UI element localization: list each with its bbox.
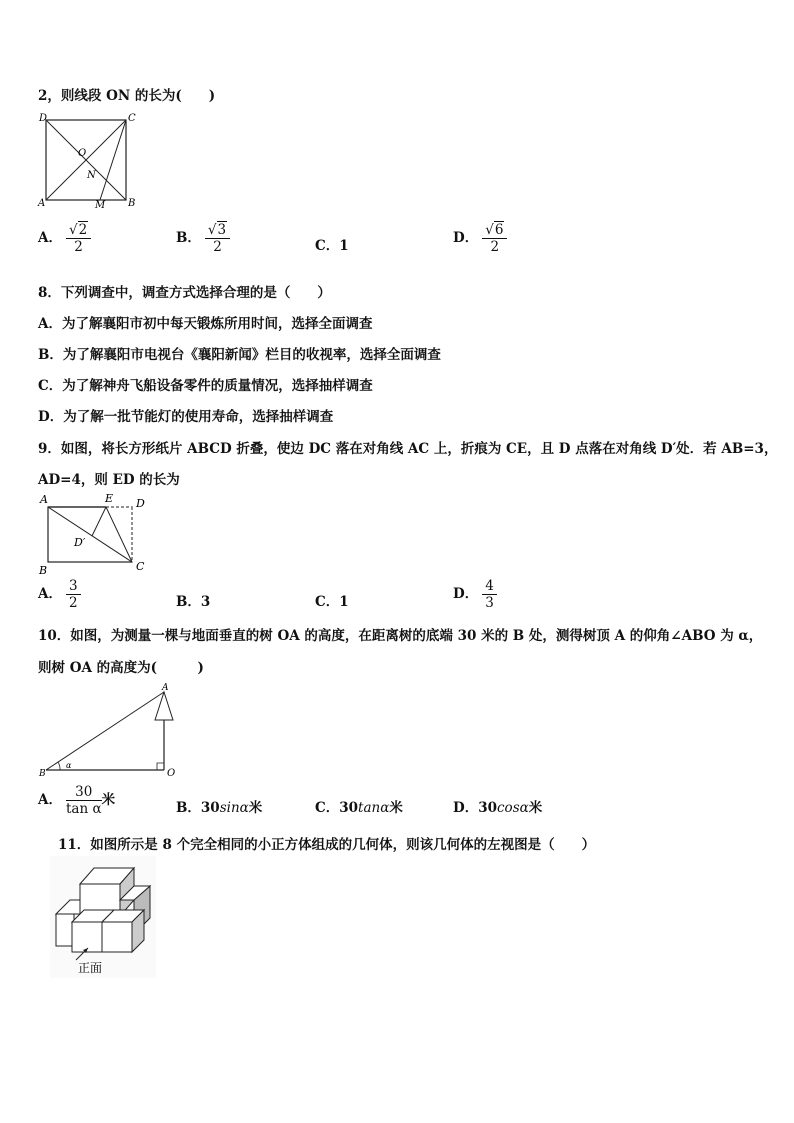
q7-label-B: B: [128, 198, 136, 209]
q9-option-b[interactable]: B．3: [176, 594, 211, 610]
q11-stem: 11．如图所示是 8 个完全相同的小正方体组成的几何体，则该几何体的左视图是（ ）: [58, 837, 596, 853]
q7-label-D: D: [39, 113, 48, 124]
q10-label-alpha: α: [66, 761, 72, 770]
q10-stem-line2: 则树 OA 的高度为( ): [38, 660, 204, 676]
q7-label-M: M: [95, 200, 106, 210]
q8-option-c[interactable]: C．为了解神舟飞船设备零件的质量情况，选择抽样调查: [38, 378, 373, 394]
q10-label-A: A: [162, 683, 169, 693]
q9-label-E: E: [105, 492, 114, 505]
q9-stem-line2: AD=4，则 ED 的长为: [38, 472, 180, 488]
q7-label-A: A: [38, 198, 46, 209]
q7-label-N: N: [87, 170, 96, 181]
q10-tree-figure: [36, 682, 186, 782]
q10-label-O: O: [167, 768, 176, 779]
q11-front-label: 正面: [78, 961, 103, 975]
q7-option-b[interactable]: B． $\frac{√3}{2}$: [176, 222, 230, 255]
q10-label-B: B: [39, 769, 46, 779]
q8-stem: 8．下列调查中，调查方式选择合理的是（ ）: [38, 285, 331, 301]
q9-label-Dprime: D′: [74, 536, 86, 549]
q8-option-d[interactable]: D．为了解一批节能灯的使用寿命，选择抽样调查: [38, 409, 334, 425]
q9-label-D: D: [136, 497, 145, 510]
q11-cubes-figure: [50, 856, 156, 978]
q7-option-d[interactable]: D． $\frac{√6}{2}$: [453, 222, 507, 255]
q9-option-d[interactable]: D． $\frac{4}{3}$: [453, 578, 497, 611]
q10-option-c[interactable]: C．30tanα米: [315, 800, 403, 816]
q10-option-d[interactable]: D．30cosα米: [453, 800, 543, 816]
q7-label-O: O: [78, 148, 87, 159]
q7-stem: 2，则线段 ON 的长为( ): [38, 88, 216, 104]
q9-label-A: A: [40, 493, 48, 506]
q8-option-a[interactable]: A．为了解襄阳市初中每天锻炼所用时间，选择全面调查: [38, 316, 373, 332]
q7-label-C: C: [128, 113, 136, 124]
q10-option-a[interactable]: A． $\frac{30}{\text{tan α}}$ 米: [38, 784, 116, 817]
q10-stem-line1: 10．如图，为测量一棵与地面垂直的树 OA 的高度，在距离树的底端 30 米的 B 处，测得树顶 A 的仰角∠ABO 为 α，: [38, 628, 763, 644]
q9-label-C: C: [136, 560, 145, 573]
q9-stem-line1: 9．如图，将长方形纸片 ABCD 折叠，使边 DC 落在对角线 AC 上，折痕为 CE，且 D 点落在对角线 D′处．若 AB=3，: [38, 441, 778, 457]
q9-option-a[interactable]: A． $\frac{3}{2}$: [38, 578, 81, 611]
q7-option-c[interactable]: C．1: [315, 238, 349, 254]
q10-option-b[interactable]: B．30sinα米: [176, 800, 263, 816]
q7-option-a[interactable]: A． $\frac{√2}{2}$: [38, 222, 91, 255]
q9-option-c[interactable]: C．1: [315, 594, 349, 610]
q7-square-figure: [36, 112, 136, 210]
q8-option-b[interactable]: B．为了解襄阳市电视台《襄阳新闻》栏目的收视率，选择全面调查: [38, 347, 441, 363]
q9-rectangle-figure: [36, 490, 156, 576]
q9-label-B: B: [39, 564, 48, 576]
